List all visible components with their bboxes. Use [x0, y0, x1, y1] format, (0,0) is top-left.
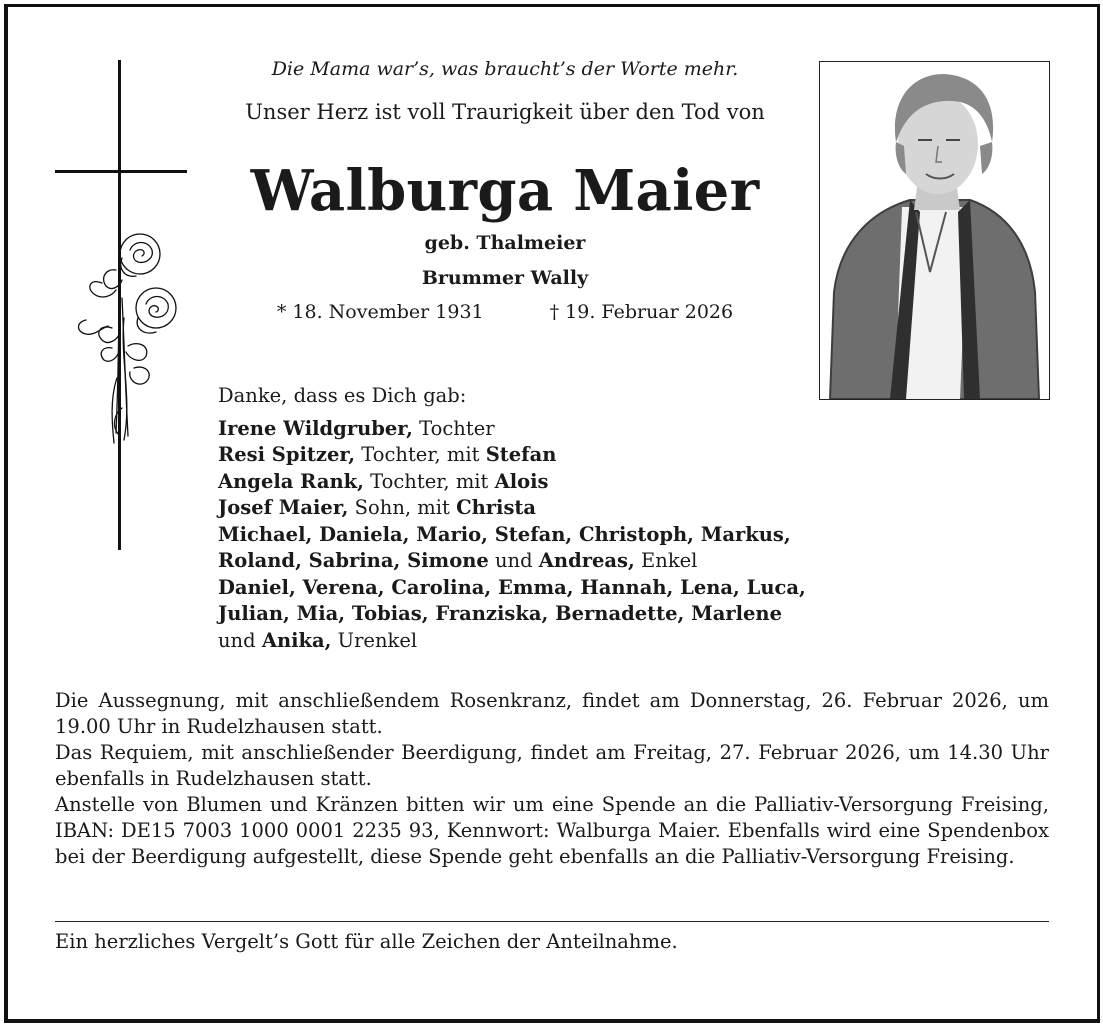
donation-info: Anstelle von Blumen und Kränzen bitten wir um eine Spende an die Palliativ-Versorgung Freising, IBAN: DE15 7003 1000 0001 2235 93, Kennwort: Walburga Maier. Ebenfalls wird eine Spendenbox bei der Beerdigung aufgestellt, diese Spende geht ebenfalls an die Palliativ-Versorgung Freising.: [55, 793, 1049, 868]
family-name: Anika,: [261, 628, 332, 652]
ceremony-details: [55, 688, 1049, 870]
family-relation: und: [488, 549, 539, 572]
family-row: [218, 495, 878, 522]
family-relation: Urenkel: [331, 628, 418, 652]
family-name: Irene Wildgruber,: [218, 416, 413, 440]
family-name: Alois: [494, 469, 549, 493]
family-relation: Sohn, mit: [348, 496, 457, 519]
family-name: Josef Maier,: [218, 496, 349, 519]
family-name: Resi Spitzer,: [218, 443, 356, 466]
family-relation: Tochter, mit: [363, 469, 495, 493]
blessing-info: Die Aussegnung, mit anschließendem Rosenkranz, findet am Donnerstag, 26. Februar 2026, um 19.00 Uhr in Rudelzhausen statt.: [55, 689, 1049, 738]
requiem-info: Das Requiem, mit anschließender Beerdigung, findet am Freitag, 27. Februar 2026, um 14.30 Uhr ebenfalls in Rudelzhausen statt.: [55, 741, 1049, 790]
family-name: Daniel, Verena, Carolina, Emma, Hannah, Lena, Luca,: [218, 575, 806, 599]
maiden-name: geb. Thalmeier: [424, 232, 586, 254]
family-row: [218, 601, 878, 628]
family-rows: [218, 416, 878, 655]
family-name: Andreas,: [538, 549, 635, 572]
family-row: [218, 548, 878, 575]
nickname: Brummer Wally: [421, 267, 589, 289]
family-name: Angela Rank,: [218, 469, 364, 493]
intro-line: Unser Herz ist voll Traurigkeit über den Tod von: [245, 100, 765, 124]
cross-bar: [55, 170, 187, 173]
family-name: Michael, Daniela, Mario, Stefan, Christoph, Markus,: [218, 522, 791, 546]
family-row: [218, 628, 878, 655]
family-row: [218, 442, 878, 469]
death-date: † 19. Februar 2026: [549, 301, 734, 323]
family-row: [218, 575, 878, 602]
family-name: Roland, Sabrina, Simone: [218, 549, 489, 572]
life-dates: [210, 301, 800, 323]
family-name: Stefan: [485, 443, 557, 466]
family-relation: Tochter: [412, 416, 495, 440]
family-row: [218, 522, 878, 549]
family-name: Christa: [456, 496, 537, 519]
family-relation: Tochter, mit: [355, 443, 486, 466]
portrait-image: [820, 62, 1049, 399]
family-row: [218, 416, 878, 443]
family-relation: Enkel: [634, 549, 698, 572]
thanks-line: Danke, dass es Dich gab:: [218, 384, 467, 407]
family-relation: und: [218, 628, 262, 652]
family-name: Julian, Mia, Tobias, Franziska, Bernadette, Marlene: [218, 602, 783, 625]
birth-date: * 18. November 1931: [276, 301, 484, 323]
family-row: [218, 469, 878, 496]
motto: Die Mama war’s, was braucht’s der Worte mehr.: [271, 58, 739, 80]
portrait-photo: [819, 61, 1050, 400]
family-list: [218, 383, 878, 654]
rose-icon: [72, 228, 184, 448]
closing-line: Ein herzliches Vergelt’s Gott für alle Zeichen der Anteilnahme.: [55, 930, 678, 953]
deceased-name: Walburga Maier: [250, 158, 760, 224]
divider: [55, 921, 1049, 922]
